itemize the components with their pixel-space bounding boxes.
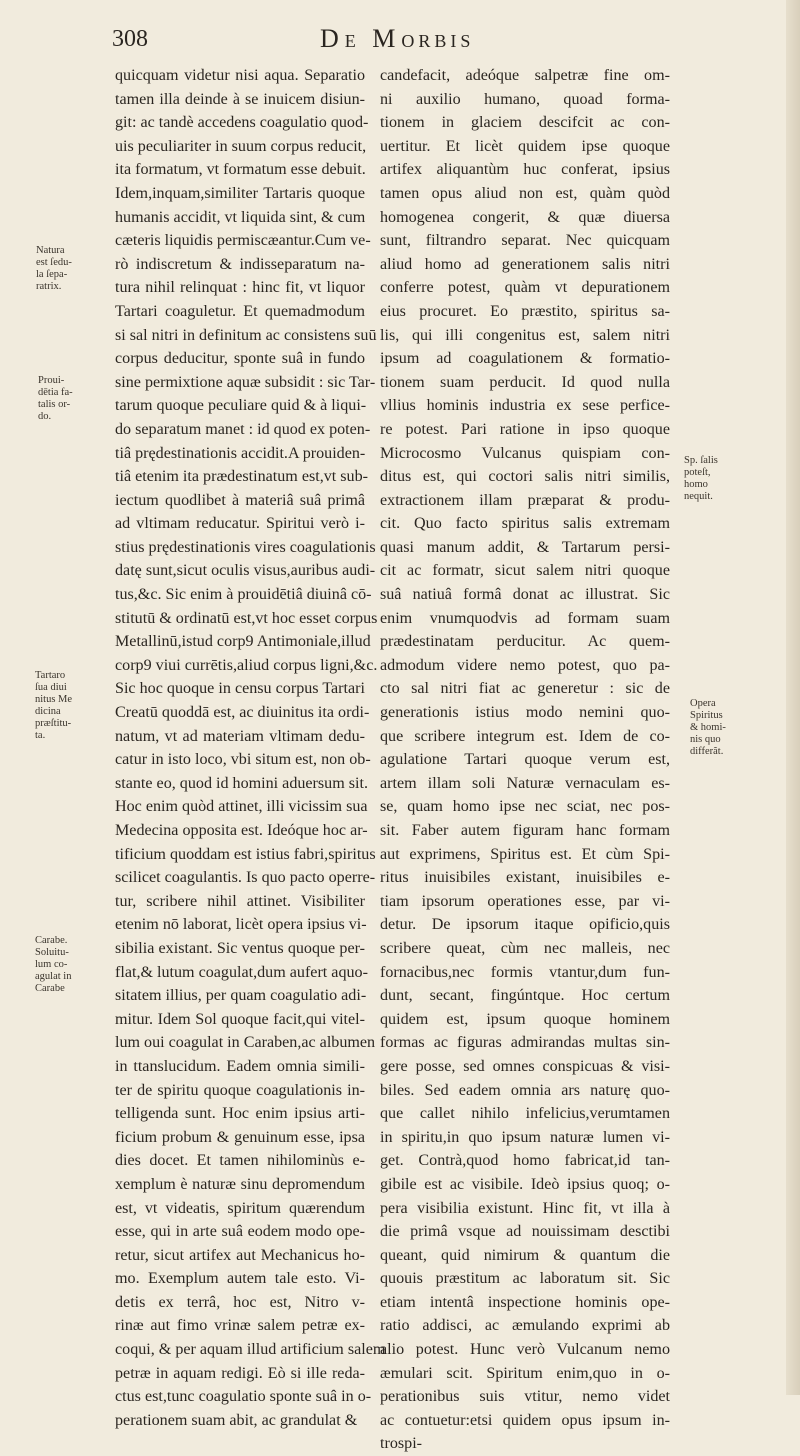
text-line: catur in isto loco, vbi situm est, non ob-: [115, 751, 371, 769]
text-line: cæteris liquidis permiscæantur.Cum ve-: [115, 232, 371, 250]
text-line: ad vltimam reducatur. Spiritui verò i-: [115, 515, 365, 533]
text-line: sit. Faber autem figuram hanc formam: [380, 822, 670, 839]
marginal-note-line: Carabe: [35, 983, 65, 994]
text-line: artem illam soli Naturæ vernaculam es-: [380, 774, 670, 792]
text-line: suâ natiuâ formâ donat ac illustrat. Sic: [380, 586, 670, 604]
text-line: telligenda sunt. Hoc enim ipsius arti-: [115, 1105, 365, 1123]
text-line: quicquam videtur nisi aqua. Separatio: [115, 67, 365, 84]
text-line: ritus inuisibiles existant, inuisibiles e-: [380, 869, 670, 887]
text-line: queant, quid nimirum & quantum die: [380, 1246, 670, 1264]
text-line: Microcosmo Vulcanus quispiam con-: [380, 444, 670, 462]
text-line: Metallinū,istud corp9 Antimoniale,illud: [115, 633, 371, 651]
text-line: natum, vt ad materiam vltimam dedu-: [115, 727, 365, 745]
text-line: ac contuetur:etsi quidem opus ipsum in-: [380, 1411, 670, 1429]
text-line: alio potest. Hunc verò Vulcanum nemo: [380, 1341, 670, 1359]
marginal-note: [690, 698, 726, 758]
text-line: sine permixtione aquæ subsidit : sic Tar-: [115, 373, 376, 391]
text-line: git: ac tandè accedens coagulatio quod-: [115, 114, 369, 132]
text-line: tamen opus aliud non est, quàm quòd: [380, 184, 670, 202]
text-line: in ttanslucidum. Eadem omnia simili-: [115, 1057, 365, 1075]
text-line: tiâ prędestinationis accidit.A prouiden-: [115, 444, 366, 462]
text-line: que scribere integrum est. Idem de co-: [380, 727, 670, 745]
text-line: petræ in aquam redigi. Eò si ille reda-: [115, 1364, 365, 1382]
text-line: quidem est, ipsum quoque hominem: [380, 1010, 670, 1028]
text-line: die primâ vsque ad nouissimam desctibi: [380, 1223, 670, 1241]
text-line: flat,& lutum coagulat,dum aufert aquo-: [115, 963, 368, 981]
text-line: extractionem illam præparat & produ-: [380, 491, 670, 509]
text-line: quouis præstitum ac laboratum sit. Sic: [380, 1270, 670, 1288]
text-line: generationis istius modo nemini quo-: [380, 704, 670, 722]
text-line: cit. Quo facto spiritus salis extremam: [380, 515, 670, 533]
marginal-note-line: lum co-: [35, 959, 68, 970]
marginal-note-line: differãt.: [690, 746, 724, 757]
text-line: sunt, filtrandro separat. Nec quicquam: [380, 232, 670, 250]
text-line: mo. Exemplum autem tale esto. Vi-: [115, 1270, 365, 1288]
page-number: 308: [112, 26, 148, 52]
text-line: stante eo, quod id homini aduersum sit.: [115, 774, 368, 792]
text-line: tur, scribere nihil attinet. Visibiliter: [115, 892, 365, 910]
text-line: mitur. Idem Sol quoque facit,qui vitel-: [115, 1010, 365, 1028]
text-line: tiam ipsorum operationes esse, par vi-: [380, 892, 670, 910]
text-line: uis peculiariter in suum corpus reducit,: [115, 137, 367, 155]
text-line: re potest. Pari ratione in ipso quoque: [380, 420, 670, 438]
text-line: iectum quodlibet à materiâ suâ primâ: [115, 491, 365, 509]
text-line: uertitur. Et licèt quidem ipse quoque: [380, 137, 670, 155]
text-line: rinæ aut fimo vrinæ salem petræ ex-: [115, 1317, 365, 1335]
marginal-note: [36, 245, 72, 293]
text-line: enim vnumquodvis ad formam suam: [380, 609, 670, 627]
text-line: agulatione Tartari quoque verum est,: [380, 751, 670, 769]
marginal-note-line: nitus Me: [35, 694, 73, 705]
right-text-column: [380, 64, 670, 1456]
text-line: retur, sicut artifex aut Mechanicus ho-: [115, 1246, 365, 1264]
text-line: aliud homo ad generationem salis nitri: [380, 255, 670, 273]
marginal-note-line: dicina: [35, 706, 61, 717]
text-line: admodum videre nemo potest, quo pa-: [380, 656, 670, 674]
left-text-column: [115, 64, 386, 1432]
text-line: cto sal nitri fiat ac generetur : sic de: [380, 680, 670, 698]
text-line: tamen illa deinde à se inuicem disiun-: [115, 90, 365, 108]
text-line: dunt, secant, fingúntque. Hoc certum: [380, 987, 670, 1005]
text-line: detur. De ipsorum itaque opificio,quis: [380, 916, 670, 934]
text-line: vllius hominis industria ex sese perfice-: [380, 397, 670, 415]
page-header: [0, 18, 800, 58]
text-line: tionem in glaciem descifcit ac con-: [380, 114, 670, 132]
text-line: fornacibus,nec formis vtantur,dum fun-: [380, 963, 670, 981]
text-line: formas ac figuras admirandas multas sin-: [380, 1034, 670, 1052]
text-line: dies docet. Et tamen nihilominùs e-: [115, 1152, 365, 1170]
running-title: DE MORBIS: [320, 24, 475, 53]
marginal-note-line: Spiritus: [690, 710, 723, 721]
text-line: scilicet coagulantis. Is quo pacto operre-: [115, 869, 376, 887]
text-line: candefacit, adeóque salpetræ fine om-: [380, 67, 670, 84]
marginal-note-line: poteſt,: [684, 467, 711, 478]
text-line: biles. Sed eadem omnia ars naturę quo-: [380, 1081, 670, 1099]
text-line: æmulari scit. Spiritum enim,quo in o-: [380, 1364, 670, 1382]
text-line: tificium quoddam est istius fabri,spiritus: [115, 845, 376, 863]
text-line: artifex aliquantùm huc conferat, ipsius: [380, 161, 670, 179]
marginal-note: [35, 935, 71, 995]
marginal-note-line: dētia fa-: [38, 387, 73, 398]
text-line: perationem suam abit, ac grandulat &: [115, 1411, 358, 1429]
text-line: datę sunt,sicut oculis visus,auribus audi-: [115, 562, 376, 580]
text-line: cit ac formatr, sicut salem nitri quoque: [380, 562, 670, 580]
marginal-note-line: Tartaro: [35, 670, 66, 681]
text-line: aut exprimens, Spiritus est. Et cùm Spi-: [380, 845, 670, 863]
text-line: tionem suam perducit. Id quod nulla: [380, 373, 670, 391]
text-line: sibilia existant. Sic ventus quoque per-: [115, 939, 365, 957]
text-line: Hoc enim quòd attinet, illi vicissim sua: [115, 798, 368, 816]
text-line: ficium probum & genuinum esse, ipsa: [115, 1128, 365, 1146]
text-line: lum oui coagulat in Caraben,ac albumen: [115, 1034, 376, 1052]
marginal-note-line: Opera: [690, 698, 716, 709]
text-line: prædestinatam perducitur. Ac quem-: [380, 633, 670, 651]
text-line: do separatum manet : id quod ex poten-: [115, 420, 371, 438]
marginal-note-line: Carabe.: [35, 935, 68, 946]
text-line: rò indiscretum & indisseparatum na-: [115, 255, 365, 273]
marginal-note-line: do.: [38, 411, 52, 422]
text-line: gibile est ac visibile. Ideò ipsius quoq; o-: [380, 1175, 670, 1193]
text-line: quasi manum addit, & Tartarum persi-: [380, 538, 670, 556]
page-edge: [786, 0, 800, 1395]
marginal-note: [38, 375, 73, 423]
text-line: que callet nihilo infelicius,verumtamen: [380, 1105, 670, 1123]
marginal-note-line: præſtitu-: [35, 718, 72, 729]
text-line: sitatem illius, per quam coagulatio adi-: [115, 987, 367, 1005]
text-line: tiâ etenim ita prædestinatum est,vt sub-: [115, 468, 368, 486]
marginal-note-line: Sp. ſalis: [684, 455, 718, 466]
text-line: trospi-: [380, 1435, 423, 1453]
text-line: stius prędestinationis vires coagulationis: [115, 538, 376, 556]
text-line: se, quam homo ipse nec sciat, nec pos-: [380, 798, 670, 816]
text-line: ditus est, qui coctori salis nitri similis,: [380, 468, 670, 486]
text-line: scribere queat, cùm nec malleis, nec: [380, 939, 670, 957]
text-line: si sal nitri in definitum ac consistens suū: [115, 326, 377, 344]
text-line: esse, qui in arte suâ eodem modo ope-: [115, 1223, 365, 1241]
marginal-note-line: la ſepa-: [36, 269, 68, 280]
marginal-note-line: agulat in: [35, 971, 72, 982]
marginal-note-line: ratrix.: [36, 281, 62, 292]
marginal-note-line: homo: [684, 479, 708, 490]
text-line: humanis accidit, vt liquida sint, & cum: [115, 208, 366, 226]
marginal-note-line: Proui-: [38, 375, 65, 386]
text-line: xemplum è naturæ sinu depromendum: [115, 1175, 365, 1193]
text-line: tus,&c. Sic enim à prouidētiâ diuinâ cō-: [115, 586, 372, 604]
text-line: gere posse, sed omnes conspicuas & visi-: [380, 1057, 670, 1075]
text-line: Idem,inquam,similiter Tartaris quoque: [115, 184, 365, 202]
marginal-note-line: Natura: [36, 245, 65, 256]
text-line: tarum quoque peculiare quid & à liqui-: [115, 397, 367, 415]
text-line: stitutū & ordinatū est,vt hoc esset corpus: [115, 609, 378, 627]
marginal-note-line: talis or-: [38, 399, 71, 410]
text-line: pera visibilia existunt. Hinc fit, vt illa à: [380, 1199, 670, 1217]
marginal-note-line: ſua diui: [35, 682, 67, 693]
text-line: ita formatum, vt formatum esse debuit.: [115, 161, 366, 179]
text-line: tura nihil relinquat : hinc fit, vt liquor: [115, 279, 365, 297]
text-line: detis ex terrâ, hoc est, Nitro v-: [115, 1293, 365, 1311]
text-line: coqui, & per aquam illud artificium salem: [115, 1341, 386, 1359]
text-line: Medecina opposita est. Ideóque hoc ar-: [115, 822, 368, 839]
marginal-note: [35, 670, 72, 742]
text-line: homogenea congerit, & quæ diuersa: [380, 208, 670, 226]
marginal-note-line: nequit.: [684, 491, 713, 502]
marginal-note-line: Soluitu-: [35, 947, 69, 958]
marginal-note: [684, 455, 718, 503]
marginal-note-line: est ſedu-: [36, 257, 72, 268]
marginal-note-line: ta.: [35, 730, 46, 741]
text-line: in spiritu,in quo ipsum naturæ lumen vi-: [380, 1128, 670, 1146]
text-line: est, vt videatis, spiritum quærendum: [115, 1199, 365, 1217]
text-line: ter de spiritu quoque coagulationis in-: [115, 1081, 365, 1099]
text-line: ipsum ad coagulationem & formatio-: [380, 350, 670, 368]
text-line: Sic hoc quoque in censu corpus Tartari: [115, 680, 365, 698]
text-line: ni auxilio humano, quoad forma-: [380, 90, 670, 108]
marginal-note-line: nis quo: [690, 734, 721, 745]
text-line: ratio addisci, ac æmulando exprimi ab: [380, 1317, 670, 1335]
text-line: etiam intentâ inspectione hominis ope-: [380, 1293, 670, 1311]
text-line: corpus deducitur, sponte suâ in fundo: [115, 350, 365, 368]
text-line: Tartari coaguletur. Et quemadmodum: [115, 302, 365, 320]
text-line: corp9 viui currētis,aliud corpus ligni,&c.: [115, 656, 378, 674]
text-line: ctus est,tunc coagulatio sponte suâ in o-: [115, 1388, 372, 1406]
text-line: etenim nō laborat, licèt opera ipsius vi-: [115, 916, 367, 934]
marginal-note-line: & homi-: [690, 722, 726, 733]
text-line: lis, qui illi congenitus est, salem nitri: [380, 326, 670, 344]
text-line: conferre potest, quàm vt depurationem: [380, 279, 670, 297]
text-line: Creatū quoddā est, ac diuinitus ita ordi-: [115, 704, 370, 722]
text-line: perationibus suis vtitur, nemo videt: [380, 1388, 670, 1406]
text-line: get. Contrà,quod homo fabricat,id tan-: [380, 1152, 670, 1170]
text-line: eius procuret. Eo præstito, spiritus sa-: [380, 302, 670, 320]
